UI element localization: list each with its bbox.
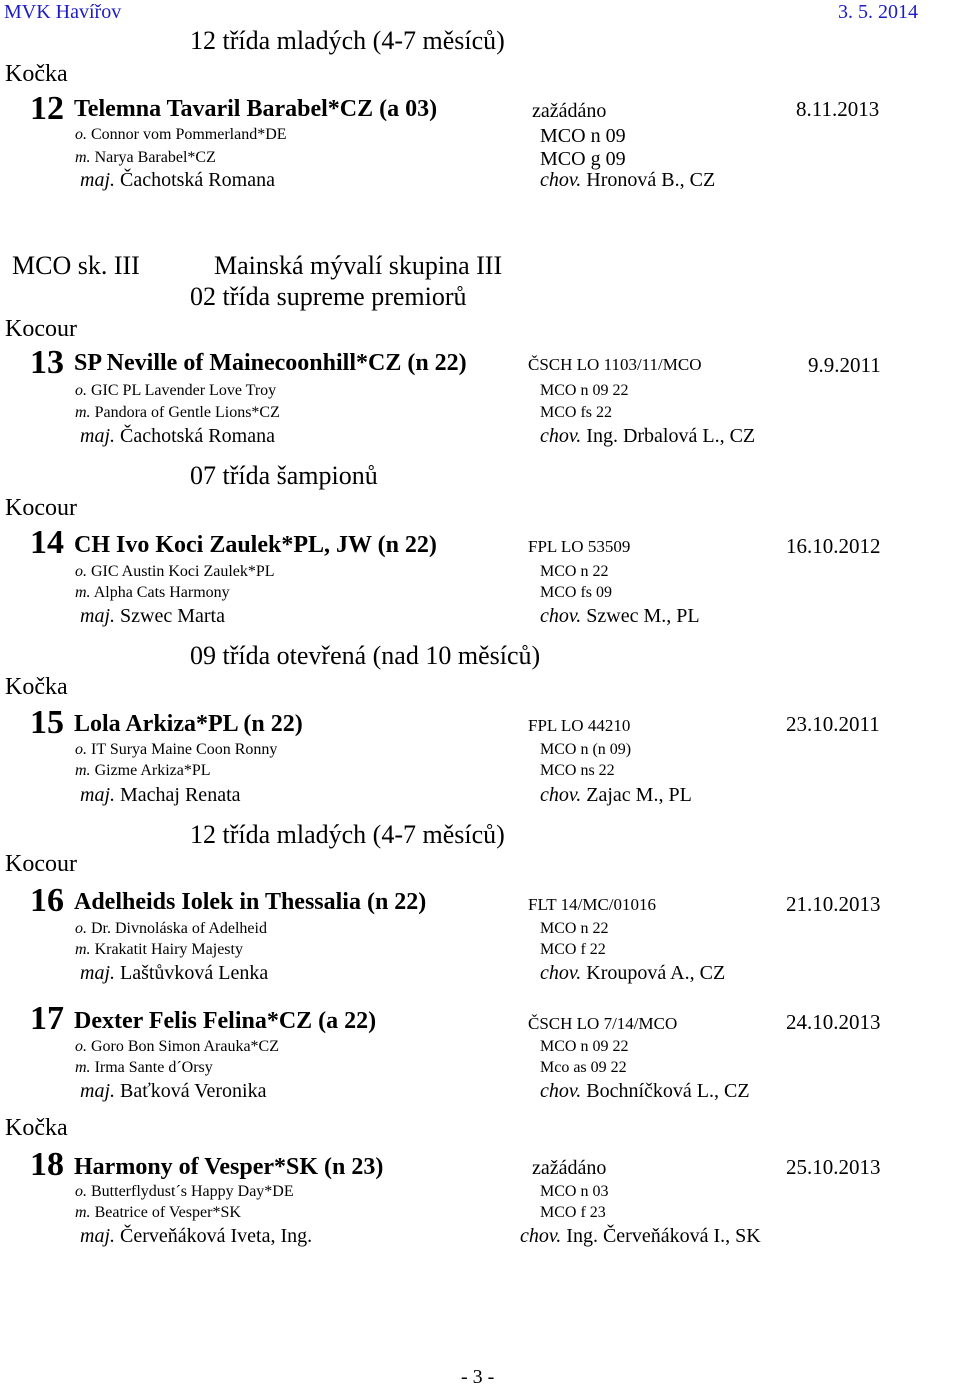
dam-ems: MCO f 23 bbox=[540, 1204, 606, 1221]
dam-row bbox=[75, 942, 243, 958]
dam-ems: MCO fs 09 bbox=[540, 584, 613, 601]
cat-name: Telemna Tavaril Barabel*CZ (a 03) bbox=[74, 96, 438, 122]
cat-name: Harmony of Vesper*SK (n 23) bbox=[74, 1154, 384, 1180]
birth-date: 9.9.2011 bbox=[808, 353, 881, 377]
entry-number: 13 bbox=[30, 344, 64, 381]
page-number: - 3 - bbox=[461, 1366, 495, 1388]
dam-ems: MCO g 09 bbox=[540, 148, 626, 170]
dam-name: Beatrice of Vesper*SK bbox=[94, 1204, 241, 1221]
sire-label: o. bbox=[75, 1183, 87, 1200]
sire-row bbox=[75, 742, 277, 758]
breeder-label: chov. bbox=[540, 169, 582, 191]
birth-date: 23.10.2011 bbox=[786, 712, 880, 736]
birth-date: 21.10.2013 bbox=[786, 892, 881, 916]
dam-label: m. bbox=[75, 762, 91, 779]
sex-heading: Kočka bbox=[5, 674, 68, 700]
entry-number: 18 bbox=[30, 1146, 64, 1183]
owner-name: Čachotská Romana bbox=[120, 425, 275, 447]
breeder-row bbox=[540, 1081, 750, 1101]
dam-ems: MCO f 22 bbox=[540, 941, 606, 958]
dam-ems: MCO ns 22 bbox=[540, 762, 615, 779]
sire-ems: MCO n 22 bbox=[540, 920, 609, 937]
breeder-name: Ing. Červeňáková I., SK bbox=[566, 1225, 761, 1247]
sire-row bbox=[75, 921, 267, 937]
sex-heading: Kocour bbox=[5, 851, 77, 877]
owner-row bbox=[80, 170, 275, 190]
sex-heading: Kocour bbox=[5, 495, 77, 521]
breeder-name: Ing. Drbalová L., CZ bbox=[586, 425, 756, 447]
owner-row bbox=[80, 426, 275, 446]
breeder-label: chov. bbox=[540, 784, 582, 806]
sire-ems: MCO n 09 22 bbox=[540, 382, 629, 399]
header-title: MVK Havířov bbox=[4, 1, 122, 23]
sire-label: o. bbox=[75, 382, 87, 399]
sire-ems: MCO n 09 bbox=[540, 125, 626, 147]
sire-label: o. bbox=[75, 741, 87, 758]
registration: FLT 14/MC/01016 bbox=[528, 895, 657, 914]
class-heading: 07 třída šampionů bbox=[190, 461, 378, 490]
entry-number: 17 bbox=[30, 1000, 64, 1037]
dam-name: Narya Barabel*CZ bbox=[94, 149, 216, 166]
owner-label: maj. bbox=[80, 962, 115, 984]
owner-name: Machaj Renata bbox=[120, 784, 241, 806]
sire-name: Connor vom Pommerland*DE bbox=[91, 126, 287, 143]
sire-name: GIC PL Lavender Love Troy bbox=[91, 382, 277, 399]
registration: zažádáno bbox=[532, 1157, 607, 1179]
dam-label: m. bbox=[75, 404, 91, 421]
class-heading: 02 třída supreme premiorů bbox=[190, 282, 467, 311]
sire-label: o. bbox=[75, 126, 87, 143]
header-date: 3. 5. 2014 bbox=[838, 1, 918, 23]
sire-ems: MCO n 09 22 bbox=[540, 1038, 629, 1055]
breeder-row bbox=[540, 785, 692, 805]
class-heading: 12 třída mladých (4-7 měsíců) bbox=[190, 820, 505, 849]
dam-row bbox=[75, 585, 230, 601]
sire-row bbox=[75, 564, 275, 580]
dam-label: m. bbox=[75, 941, 91, 958]
breeder-name: Kroupová A., CZ bbox=[586, 962, 726, 984]
owner-label: maj. bbox=[80, 1225, 115, 1247]
owner-label: maj. bbox=[80, 605, 115, 627]
owner-label: maj. bbox=[80, 169, 115, 191]
dam-row bbox=[75, 763, 211, 779]
sire-label: o. bbox=[75, 563, 87, 580]
dam-row bbox=[75, 405, 280, 421]
sire-label: o. bbox=[75, 1038, 87, 1055]
dam-name: Gizme Arkiza*PL bbox=[94, 762, 211, 779]
sire-row bbox=[75, 1184, 294, 1200]
dam-label: m. bbox=[75, 149, 91, 166]
group-name: Mainská mývalí skupina III bbox=[214, 251, 503, 280]
dam-name: Alpha Cats Harmony bbox=[93, 584, 230, 601]
breeder-label: chov. bbox=[540, 1080, 582, 1102]
dam-name: Irma Sante d´Orsy bbox=[94, 1059, 213, 1076]
dam-ems: Mco as 09 22 bbox=[540, 1059, 627, 1076]
breeder-label: chov. bbox=[540, 425, 582, 447]
breeder-name: Bochníčková L., CZ bbox=[586, 1080, 750, 1102]
registration: zažádáno bbox=[532, 100, 607, 122]
owner-name: Čachotská Romana bbox=[120, 169, 275, 191]
dam-row bbox=[75, 1205, 241, 1221]
dam-label: m. bbox=[75, 1204, 91, 1221]
dam-row bbox=[75, 150, 216, 166]
owner-label: maj. bbox=[80, 784, 115, 806]
sire-row bbox=[75, 127, 287, 143]
breeder-label: chov. bbox=[520, 1225, 562, 1247]
sex-heading: Kočka bbox=[5, 61, 68, 87]
owner-name: Szwec Marta bbox=[120, 605, 225, 627]
birth-date: 24.10.2013 bbox=[786, 1010, 881, 1034]
cat-name: SP Neville of Mainecoonhill*CZ (n 22) bbox=[74, 350, 467, 376]
entry-number: 16 bbox=[30, 882, 64, 919]
owner-name: Červeňáková Iveta, Ing. bbox=[120, 1225, 313, 1247]
breeder-name: Zajac M., PL bbox=[586, 784, 692, 806]
breeder-row bbox=[520, 1226, 761, 1246]
cat-name: Lola Arkiza*PL (n 22) bbox=[74, 711, 303, 737]
owner-name: Baťková Veronika bbox=[120, 1080, 267, 1102]
birth-date: 16.10.2012 bbox=[786, 534, 881, 558]
breeder-label: chov. bbox=[540, 605, 582, 627]
registration: FPL LO 44210 bbox=[528, 716, 631, 735]
entry-number: 14 bbox=[30, 524, 64, 561]
breeder-row bbox=[540, 963, 725, 983]
class-heading: 09 třída otevřená (nad 10 měsíců) bbox=[190, 641, 541, 670]
dam-name: Krakatit Hairy Majesty bbox=[94, 941, 243, 958]
sire-label: o. bbox=[75, 920, 87, 937]
breeder-row bbox=[540, 606, 700, 626]
breeder-name: Hronová B., CZ bbox=[586, 169, 716, 191]
sire-ems: MCO n 22 bbox=[540, 563, 609, 580]
owner-label: maj. bbox=[80, 1080, 115, 1102]
cat-name: CH Ivo Koci Zaulek*PL, JW (n 22) bbox=[74, 532, 437, 558]
owner-name: Laštůvková Lenka bbox=[120, 962, 269, 984]
owner-row bbox=[80, 963, 268, 983]
registration: ČSCH LO 7/14/MCO bbox=[528, 1014, 678, 1033]
dam-label: m. bbox=[75, 1059, 91, 1076]
registration: FPL LO 53509 bbox=[528, 537, 631, 556]
registration: ČSCH LO 1103/11/MCO bbox=[528, 355, 702, 374]
breeder-row bbox=[540, 426, 755, 446]
sire-name: IT Surya Maine Coon Ronny bbox=[91, 741, 278, 758]
birth-date: 25.10.2013 bbox=[786, 1155, 881, 1179]
owner-row bbox=[80, 606, 225, 626]
sex-heading: Kocour bbox=[5, 316, 77, 342]
owner-row bbox=[80, 1081, 266, 1101]
breeder-label: chov. bbox=[540, 962, 582, 984]
cat-name: Dexter Felis Felina*CZ (a 22) bbox=[74, 1008, 377, 1034]
sire-name: Goro Bon Simon Arauka*CZ bbox=[91, 1038, 279, 1055]
owner-row bbox=[80, 785, 241, 805]
entry-number: 12 bbox=[30, 90, 64, 127]
sire-name: Dr. Divnoláska of Adelheid bbox=[91, 920, 267, 937]
dam-row bbox=[75, 1060, 213, 1076]
breeder-row bbox=[540, 170, 715, 190]
dam-label: m. bbox=[75, 584, 91, 601]
sex-heading: Kočka bbox=[5, 1115, 68, 1141]
sire-ems: MCO n (n 09) bbox=[540, 741, 632, 758]
sire-name: GIC Austin Koci Zaulek*PL bbox=[91, 563, 275, 580]
owner-label: maj. bbox=[80, 425, 115, 447]
owner-row bbox=[80, 1226, 312, 1246]
sire-ems: MCO n 03 bbox=[540, 1183, 609, 1200]
entry-number: 15 bbox=[30, 704, 64, 741]
group-code: MCO sk. III bbox=[12, 251, 140, 280]
dam-ems: MCO fs 22 bbox=[540, 404, 613, 421]
birth-date: 8.11.2013 bbox=[796, 97, 880, 121]
sire-name: Butterflydust´s Happy Day*DE bbox=[91, 1183, 294, 1200]
sire-row bbox=[75, 383, 276, 399]
dam-name: Pandora of Gentle Lions*CZ bbox=[94, 404, 280, 421]
sire-row bbox=[75, 1039, 279, 1055]
breeder-name: Szwec M., PL bbox=[586, 605, 700, 627]
cat-name: Adelheids Iolek in Thessalia (n 22) bbox=[74, 889, 427, 915]
class-heading: 12 třída mladých (4-7 měsíců) bbox=[190, 26, 505, 55]
